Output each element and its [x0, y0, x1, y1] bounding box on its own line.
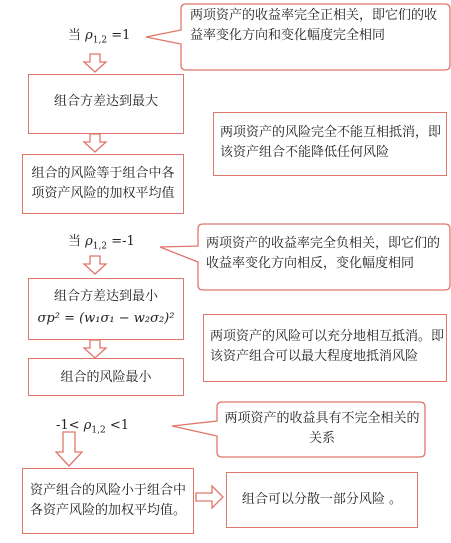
- box-weighted-average: [22, 154, 184, 214]
- down-arrow-2: [84, 134, 106, 152]
- condition-2-rel: =-1: [107, 234, 135, 249]
- down-arrow-3: [84, 256, 106, 274]
- condition-3-rel: <1: [105, 418, 129, 433]
- right-arrow: [196, 486, 223, 508]
- box-weighted-average-label: 组合的风险等于组合中各项资产风险的加权平均值: [31, 166, 175, 201]
- note-1: [213, 112, 447, 176]
- note-1-text: 两项资产的风险完全不能互相抵消，即该资产组合不能降低任何风险: [220, 125, 442, 160]
- condition-1-rel: =1: [107, 28, 131, 43]
- note-2-text: 两项资产的风险可以充分地相互抵消。即该资产组合可以最大程度地抵消风险: [210, 329, 445, 364]
- condition-1-rho: ρ: [85, 28, 93, 43]
- condition-1: [68, 26, 130, 51]
- condition-2-sub: 1,2: [92, 241, 108, 252]
- box-max-variance-label: 组合方差达到最大: [53, 94, 158, 109]
- condition-3-prefix: -1<: [56, 418, 84, 433]
- down-arrow-4: [84, 340, 106, 358]
- condition-3-sub: 1,2: [91, 425, 106, 436]
- condition-2-rho: ρ: [85, 234, 93, 249]
- box-max-variance: [28, 74, 184, 134]
- condition-1-prefix: 当: [68, 28, 86, 43]
- condition-3-rho: ρ: [83, 418, 92, 433]
- box-less-than-average: [22, 468, 194, 534]
- callout-3-text: 两项资产的收益具有不完全相关的关系: [224, 411, 420, 446]
- down-arrow-1: [84, 54, 106, 72]
- box-less-than-average-label: 资产组合的风险小于组合中各资产风险的加权平均值。: [29, 483, 186, 518]
- condition-1-sub: 1,2: [92, 35, 108, 46]
- note-3-text: 组合可以分散一部分风险 。: [241, 492, 403, 507]
- condition-2-prefix: 当: [68, 234, 86, 249]
- note-3: [226, 472, 418, 528]
- box-min-variance-label: 组合方差达到最小: [53, 289, 158, 304]
- formula: σp² = (w₁σ₁ − w₂σ₂)²: [37, 311, 175, 326]
- callout-1-text: 两项资产的收益率完全正相关，即它们的收益率变化方向和变化幅度完全相同: [190, 8, 438, 43]
- box-min-risk: [28, 358, 184, 396]
- callout-2-text: 两项资产的收益率完全负相关，即它们的收益率变化方向相反，变化幅度相同: [206, 236, 441, 271]
- box-min-risk-label: 组合的风险最小: [60, 370, 152, 385]
- note-2: [203, 314, 447, 382]
- condition-2: [68, 232, 135, 257]
- condition-3: [56, 416, 129, 441]
- box-min-variance: [28, 278, 184, 340]
